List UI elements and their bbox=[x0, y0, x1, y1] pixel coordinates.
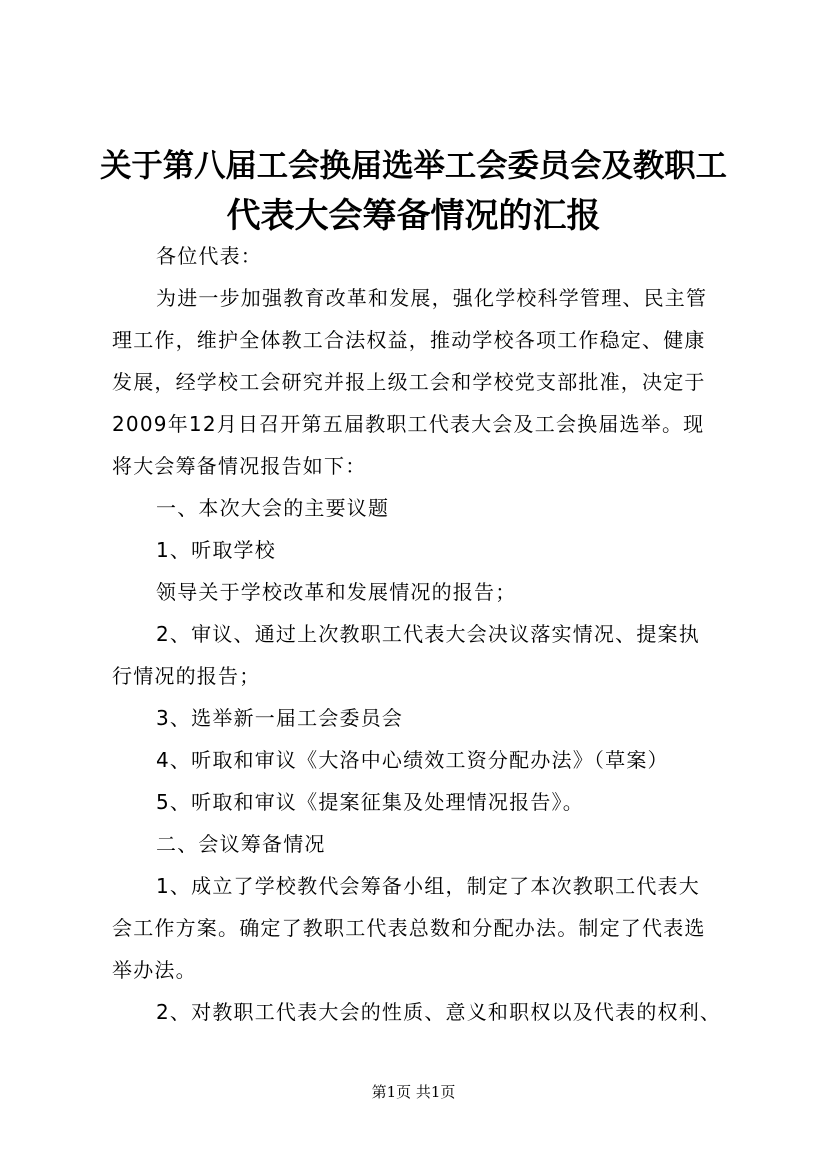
body-line: 行情况的报告； bbox=[112, 664, 261, 688]
body-line: 将大会筹备情况报告如下： bbox=[112, 454, 367, 478]
body-line: 为进一步加强教育改革和发展，强化学校科学管理、民主管 bbox=[156, 286, 708, 310]
list-item: 1、成立了学校教代会筹备小组，制定了本次教职工代表大 bbox=[156, 874, 700, 898]
page-footer: 第1页 共1页 bbox=[371, 1083, 456, 1101]
list-item: 2、审议、通过上次教职工代表大会决议落实情况、提案执 bbox=[156, 622, 700, 646]
section-heading-2: 二、会议筹备情况 bbox=[156, 832, 326, 856]
section-heading-1: 一、本次大会的主要议题 bbox=[156, 496, 390, 520]
body-line: 举办法。 bbox=[112, 958, 197, 982]
document-title-line2: 代表大会筹备情况的汇报 bbox=[226, 196, 601, 236]
body-line-salutation: 各位代表： bbox=[156, 244, 262, 268]
list-item: 3、选举新一届工会委员会 bbox=[156, 706, 404, 730]
list-item: 5、听取和审议《提案征集及处理情况报告》。 bbox=[156, 790, 584, 814]
body-line: 2009年12月日召开第五届教职工代表大会及工会换届选举。现 bbox=[112, 412, 705, 436]
document-title-line1: 关于第八届工会换届选举工会委员会及教职工 bbox=[100, 148, 727, 184]
list-item: 4、听取和审议《大洛中心绩效工资分配办法》（草案） bbox=[156, 748, 669, 772]
body-line: 领导关于学校改革和发展情况的报告； bbox=[156, 580, 517, 604]
list-item: 1、听取学校 bbox=[156, 538, 276, 562]
body-line: 会工作方案。确定了教职工代表总数和分配办法。制定了代表选 bbox=[112, 916, 706, 940]
body-line: 发展，经学校工会研究并报上级工会和学校党支部批准，决定于 bbox=[112, 370, 706, 394]
body-line: 理工作，维护全体教工合法权益，推动学校各项工作稳定、健康 bbox=[112, 328, 706, 352]
list-item: 2、对教职工代表大会的性质、意义和职权以及代表的权利、 bbox=[156, 1000, 722, 1024]
